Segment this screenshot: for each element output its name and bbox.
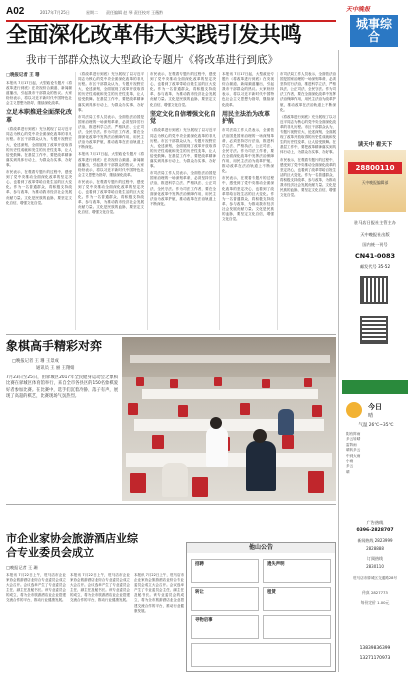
ad-item-4: 租赁 [267, 590, 276, 595]
phone-number: 0396-2828707 [356, 528, 394, 533]
ad-item-3: 转让 [195, 590, 204, 595]
hotline: 新闻热线 2823999 [357, 538, 393, 543]
lead-sub1: 立足本职推进全面深化改革 [6, 109, 72, 124]
lead-col5-body-b: 《将改革进行到底》充分展现了以习近平同志为核心的党中央全面深化改革的非凡历程。市区干部群众认为，专题片视野宏大、论述深刻，全面展现了改革开放取得的历史性成就和发生的历史性变革，让人倍受鼓舞。在基层工作中，要把改革精神落实到具体行动上，为群众办实事、办好事。 [280, 114, 336, 155]
lead-col3-body-a: 市民表示，在观看专题片的过程中，感受到了党中央推动全面深化改革的坚定决心，也看到了改革带给百姓生活的巨大变化。作为一名普通群众，将积极支持改革、参与改革，为推动我市经济社会发展贡献力量。文化是民族的血脉，要坚定文化自信，增强文化自觉。 [150, 72, 216, 107]
lead-col2-body-d: 市民表示，在观看专题片的过程中，感受到了党中央推动全面深化改革的坚定决心，也看到了改革带给百姓生活的巨大变化。作为一名普通群众，将积极支持改革、参与改革，为推动我市经济社会发展贡献力量。文化是民族的血脉，要坚定文化自信，增强文化自觉。 [78, 179, 144, 215]
lead-col1-body: 《将改革进行到底》充分展现了以习近平同志为核心的党中央全面深化改革的非凡历程。市区干部群众认为，专题片视野宏大、论述深刻，全面展现了改革开放取得的历史性成就和发生的历史性变革，让人倍受鼓舞。在基层工作中，要把改革精神落实到具体行动上，为群众办实事、办好事。 [6, 127, 72, 167]
ad-block [186, 542, 336, 672]
lead-col2-body-b: 市司法局工作人员表示，全面依法治国是国家治理的一场深刻革命，必须坚持厉行法治，推进科学立法、严格执法、公正司法、全民守法。作为司法工作者，要在全面深化改革中发挥法治保障作用，用民主法治为改革护航，推动改革在法治轨道上不断深化。 [78, 114, 144, 150]
lead-intro: 本报讯 7月17日起，大型政论专题片《将改革进行到底》在央视综合频道、新闻频道播出，引起我市干部群众的热议。大家纷纷表示，将以习近平新时代中国特色社会主义思想为指导，继续深化改革。 [6, 81, 72, 106]
qr-code-2 [360, 316, 388, 344]
lead-title: 全面深化改革伟大实践引发共鸣 [6, 23, 302, 48]
weather-banner [342, 380, 408, 394]
subscribe-label: 订阅热线 [367, 556, 383, 561]
sidebar-post-no: 邮发代号 35-52 [359, 264, 391, 269]
sidebar-promo-top: 读天中 看天下 [357, 142, 393, 148]
business-title: 市企业家协会旅游酒店业综合专业委员会成立 [6, 532, 138, 559]
page-date: 2017年7月25日 [40, 10, 70, 15]
section-name: 城事综合 [355, 17, 392, 44]
lead-subtitle: 我市干部群众热议大型政论专题片《将改革进行到底》 [26, 54, 278, 66]
weather-list [346, 432, 408, 475]
sidebar-info-2: 天中晚报社出版 [360, 232, 390, 237]
chess-body: 7月23日至25日，由驿城区2017年全民健身运动会之象棋比赛在驿城区体育馆举行，来自全市各县区的150名象棋爱好者参加比赛。在比赛中，选手们沉着冷静、落子有声，展现了高超的棋艺，比赛现场气氛热烈。 [6, 375, 118, 400]
business-body-2: 本报讯 7月22日上午，驻马店市企业家协会旅游酒店业综合专业委员会成立大会召开。会议选举产生了专业委员会主任、副主任及秘书长。该专业委员会的成立，将为全市旅游酒店业企业搭建交流合作的平台，推动行业健康发展。 [70, 573, 130, 603]
lead-col5-body-a: 市司法局工作人员表示，全面依法治国是国家治理的一场深刻革命，必须坚持厉行法治，推进科学立法、严格执法、公正司法、全民守法。作为司法工作者，要在全面深化改革中发挥法治保障作用，用民主法治为改革护航，推动改革在法治轨道上不断深化。 [280, 72, 336, 112]
lead-col-4 [222, 72, 274, 332]
sidebar [340, 50, 412, 672]
ad-item-5: 寻物启事 [195, 618, 213, 623]
weather-item: 雷阵雨 [346, 442, 357, 447]
lead-sub3: 用民主法治为改革护航 [222, 110, 271, 126]
lead-col-1 [6, 72, 72, 332]
weather-item: 晴转多云 [346, 448, 361, 453]
lead-col4-body: 市司法局工作人员表示，全面依法治国是国家治理的一场深刻革命，必须坚持厉行法治，推进科学立法、严格执法、公正司法、全民守法。作为司法工作者，要在全面深化改革中发挥法治保障作用，用民主法治为改革护航，推动改革在法治轨道上不断深化。 [222, 128, 274, 174]
weather-item: 多云 [346, 464, 354, 469]
lead-col3-body-b: 市司法局工作人员表示，全面依法治国是国家治理的一场深刻革命，必须坚持厉行法治，推进科学立法、严格执法、公正司法、全民守法。作为司法工作者，要在全面深化改革中发挥法治保障作用，用民主法治为改革护航，推动改革在法治轨道上不断深化。 [150, 171, 216, 206]
sidebar-promo-label: 天中晚报编辑部 [361, 180, 389, 185]
sidebar-cn-label: 国内统一刊号 [362, 242, 388, 247]
weather-item: 小雨 [346, 459, 354, 464]
business-body-3: 本报讯 7月22日上午，驻马店市企业家协会旅游酒店业综合专业委员会成立大会召开。会议选举产生了专业委员会主任、副主任及秘书长。该专业委员会的成立，将为全市旅游酒店业企业搭建交流合作的平台，推动行业健康发展。 [134, 573, 184, 613]
lead-col-5 [280, 72, 336, 332]
chess-title: 象棋高手精彩对弈 [6, 339, 103, 353]
weather-temp: 气温 26℃~35℃ [358, 423, 394, 428]
page-number: A02 [6, 6, 25, 17]
lead-sub2: 坚定文化自信增强文化自觉 [150, 110, 216, 126]
lead-col1-body-2: 市民表示，在观看专题片的过程中，感受到了党中央推动全面深化改革的坚定决心，也看到了改革带给百姓生活的巨大变化。作为一名普通群众，将积极支持改革、参与改革，为推动我市经济社会发展贡献力量。文化是民族的血脉，要坚定文化自信，增强文化自觉。 [6, 170, 72, 205]
lead-col4-body-a: 本报讯 7月17日起，大型政论专题片《将改革进行到底》在央视综合频道、新闻频道播出，引起我市干部群众的热议。大家纷纷表示，将以习近平新时代中国特色社会主义思想为指导，继续深化改革。 [222, 72, 274, 107]
page-header [6, 4, 336, 20]
ad-item-2: 遗失声明 [267, 562, 285, 567]
weather-sub: 晴 [368, 413, 374, 419]
subscribe-number: 2830110 [366, 564, 384, 569]
lead-byline: □晚报记者 王 珊 [6, 73, 40, 78]
weather-label: 今日 [368, 403, 382, 411]
qr-code-1 [360, 276, 388, 304]
sidebar-promo-num: 28800110 [348, 162, 402, 174]
chess-byline-2: 通讯员 王 丽 王翔娟 [36, 366, 75, 371]
business-body-1: 本报讯 7月22日上午，驻马店市企业家协会旅游酒店业综合专业委员会成立大会召开。会议选举产生了专业委员会主任、副主任及秘书长。该专业委员会的成立，将为全市旅游酒店业企业搭建交流合作的平台，推动行业健康发展。 [6, 573, 66, 603]
lead-col3-body: 《将改革进行到底》充分展现了以习近平同志为核心的党中央全面深化改革的非凡历程。市区干部群众认为，专题片视野宏大、论述深刻，全面展现了改革开放取得的历史性成就和发生的历史性变革，让人倍受鼓舞。在基层工作中，要把改革精神落实到具体行动上，为群众办实事、办好事。 [150, 128, 216, 169]
contact-2: 13271170973 [359, 656, 391, 661]
ad-title: 他山公告 [187, 543, 335, 553]
lead-col5-body-c: 市民表示，在观看专题片的过程中，感受到了党中央推动全面深化改革的坚定决心，也看到了改革带给百姓生活的巨大变化。作为一名普通群众，将积极支持改革、参与改革，为推动我市经济社会发展贡献力量。文化是民族的血脉，要坚定文化自信，增强文化自觉。 [280, 157, 336, 198]
chess-byline-1: □晚报记者 王 珊 王景成 [12, 359, 59, 364]
sidebar-cn-no: CN41-0083 [354, 252, 396, 260]
weather-sun-icon [346, 402, 362, 418]
lead-col-2 [78, 72, 144, 332]
address: 驻马店市驿城区交通路28号 [352, 576, 398, 580]
business-byline: □晚报记者 王 珊 [6, 565, 38, 570]
weather-item: 中到大雨 [346, 453, 361, 458]
brand-logo: 天中晚报 [346, 6, 371, 13]
chess-photo [122, 337, 336, 501]
contact-1: 13839836399 [359, 646, 391, 651]
weather-item: 多云转晴 [346, 437, 361, 442]
hotline-2: 2828888 [366, 546, 384, 551]
sidebar-info-label: 驻马店日报社主管主办 [354, 220, 396, 225]
brand-block [340, 4, 406, 48]
lead-col2-body: 《将改革进行到底》充分展现了以习近平同志为核心的党中央全面深化改革的非凡历程。市区干部群众认为，专题片视野宏大、论述深刻，全面展现了改革开放取得的历史性成就和发生的历史性变革，让人倍受鼓舞。在基层工作中，要把改革精神落实到具体行动上，为群众办实事、办好事。 [78, 72, 144, 112]
weather-item: 阴有阵雨 [346, 432, 361, 436]
lead-col-3 [150, 72, 216, 332]
lead-col2-body-c: 本报讯 7月17日起，大型政论专题片《将改革进行到底》在央视综合频道、新闻频道播出，引起我市干部群众的热议。大家纷纷表示，将以习近平新时代中国特色社会主义思想为指导，继续深化改革。 [78, 152, 144, 177]
lead-col4-body-b: 市民表示，在观看专题片的过程中，感受到了党中央推动全面深化改革的坚定决心，也看到了改革带给百姓生活的巨大变化。作为一名普通群众，将积极支持改革、参与改革，为推动我市经济社会发展贡献力量。文化是民族的血脉，要坚定文化自信，增强文化自觉。 [222, 176, 274, 222]
phone-label: 广告热线 [366, 520, 384, 525]
ad-item-1: 招聘 [195, 562, 204, 567]
fax: 传真 2827773 [362, 590, 388, 595]
weather-item: 晴 [346, 469, 350, 474]
page-week: 星期二 [86, 10, 98, 15]
editor-line: 责任编辑 赵 琴 责任校对 王薇黔 [106, 10, 164, 15]
price: 每份定价 1.00元 [360, 600, 390, 605]
